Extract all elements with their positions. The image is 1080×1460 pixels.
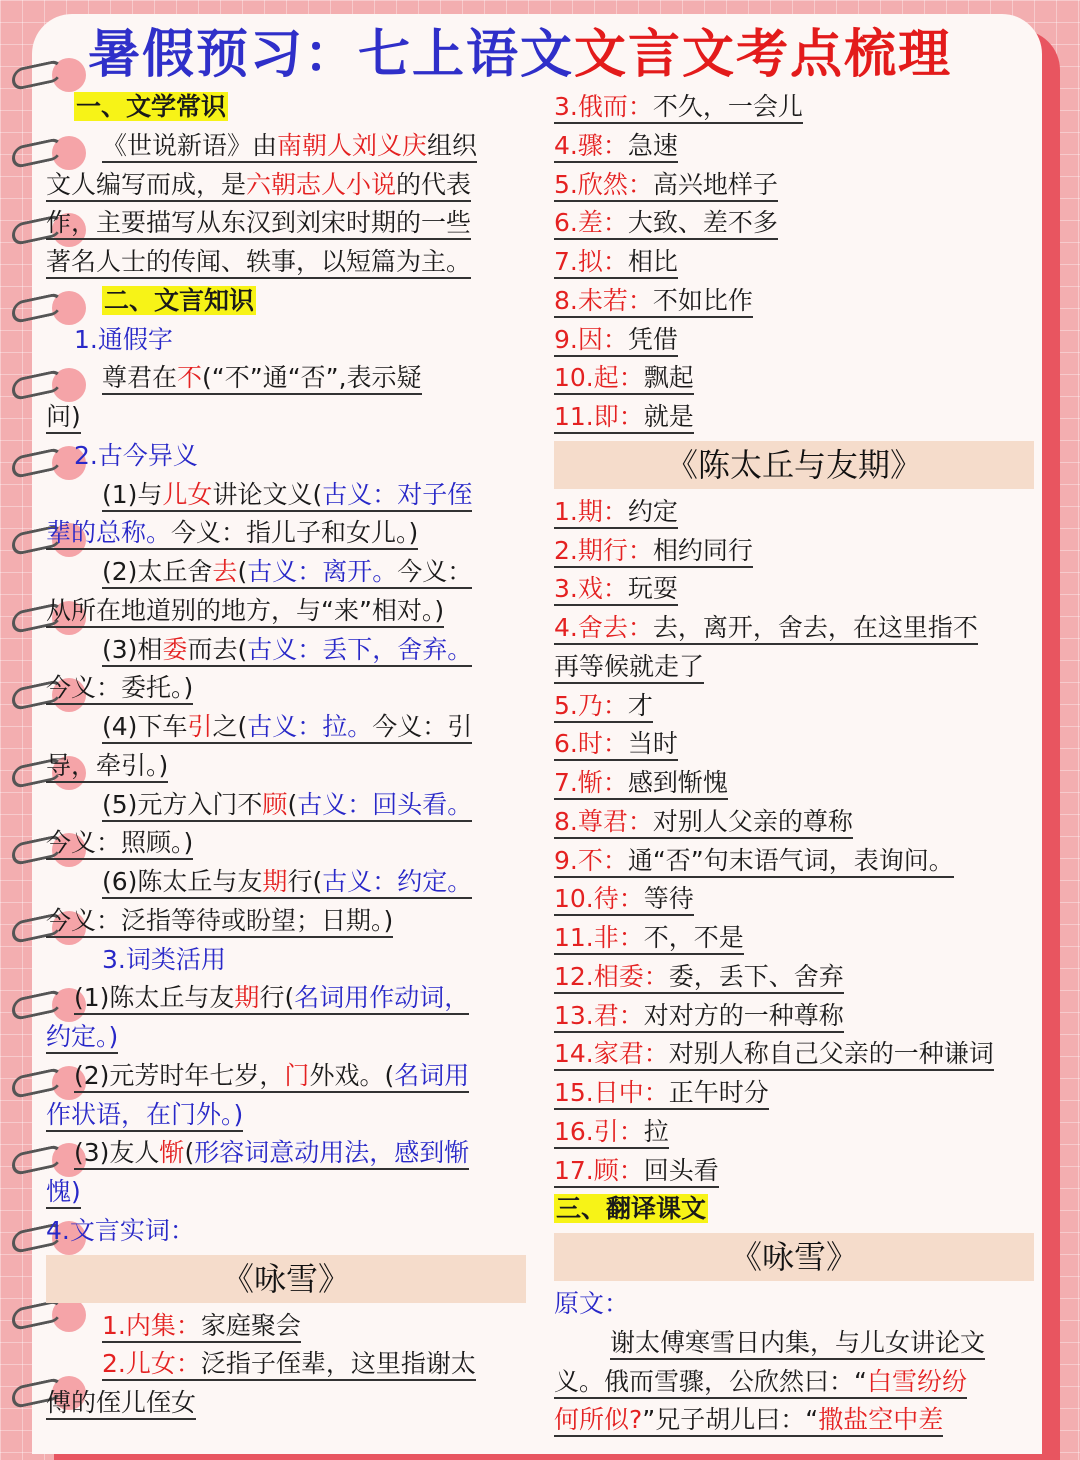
- left-column: [46, 88, 526, 1423]
- vocab-item: 14.家君：对别人称自己父亲的一种谦词: [554, 1035, 1034, 1074]
- section-bar-yongxue-2: 《咏雪》: [554, 1233, 1034, 1281]
- vocab-item: 9.不：通“否”句末语气词，表询问。: [554, 842, 1034, 881]
- text-line: (1)与儿女讲论文义(古义：对子侄: [46, 476, 526, 515]
- vocab-item: 5.乃：才: [554, 687, 1034, 726]
- text-line: 《世说新语》由南朝人刘义庆组织: [46, 127, 526, 166]
- subheading-gujin: 2.古今异义: [74, 440, 198, 470]
- section-bar-chen: 《陈太丘与友期》: [554, 441, 1034, 489]
- subheading-shici: 4.文言实词：: [46, 1215, 195, 1245]
- vocab-item: 2.期行：相约同行: [554, 532, 1034, 571]
- section-bar-yongxue: 《咏雪》: [46, 1255, 526, 1303]
- section-1-heading: 一、文学常识: [76, 92, 227, 121]
- vocab-item: 6.时：当时: [554, 725, 1034, 764]
- vocab-item: 7.惭：感到惭愧: [554, 764, 1034, 803]
- vocab-item: 再等候就走了: [554, 648, 1034, 687]
- vocab-item: 1.内集：家庭聚会: [46, 1307, 526, 1346]
- text-line: 谢太傅寒雪日内集，与儿女讲论文: [554, 1324, 1034, 1363]
- vocab-item: 10.起：飘起: [554, 359, 1034, 398]
- vocab-item: 17.顾：回头看: [554, 1152, 1034, 1191]
- vocab-item: 3.俄而：不久，一会儿: [554, 88, 1034, 127]
- vocab-item: 16.引：拉: [554, 1113, 1034, 1152]
- text-line: (5)元方入门不顾(古义：回头看。: [46, 786, 526, 825]
- right-column: [554, 88, 1034, 1440]
- text-line: 今义：委托。): [46, 669, 526, 708]
- chen-vocab-list: [554, 493, 1034, 1191]
- vocab-item: 4.骤：急速: [554, 127, 1034, 166]
- vocab-item: 2.儿女：泛指子侄辈，这里指谢太: [46, 1345, 526, 1384]
- text-line: 问): [46, 398, 526, 437]
- section-2-heading: 二、文言知识: [104, 285, 255, 315]
- text-line: 何所似?”兄子胡儿曰：“撒盐空中差: [554, 1401, 1034, 1440]
- yongxue-vocab-list: [554, 88, 1034, 437]
- text-line: 文人编写而成，是六朝志人小说的代表: [46, 166, 526, 205]
- vocab-item: 13.君：对对方的一种尊称: [554, 997, 1034, 1036]
- text-line: 从所在地道别的地方，与“来”相对。): [46, 592, 526, 631]
- vocab-item: 8.尊君：对别人父亲的尊称: [554, 803, 1034, 842]
- text-line: 著名人士的传闻、轶事，以短篇为主。: [46, 243, 526, 282]
- text-line: (2)太丘舍去(古义：离开。今义：: [46, 553, 526, 592]
- text-line: 愧): [46, 1173, 526, 1212]
- section-3-heading: 三、翻译课文: [556, 1194, 707, 1224]
- text-line: 尊君在不(“不”通“否”,表示疑: [46, 359, 526, 398]
- text-line: (2)元芳时年七岁，门外戏。(名词用: [46, 1057, 526, 1096]
- text-line: 义。俄而雪骤，公欣然曰：“白雪纷纷: [554, 1363, 1034, 1402]
- vocab-item: 3.戏：玩耍: [554, 570, 1034, 609]
- text-line: 导，牵引。): [46, 747, 526, 786]
- text-line: (3)友人惭(形容词意动用法，感到惭: [46, 1134, 526, 1173]
- yuanwen-label: 原文：: [554, 1289, 630, 1318]
- vocab-item: 12.相委：委，丢下、舍弃: [554, 958, 1034, 997]
- text-line: 约定。): [46, 1018, 526, 1057]
- text-line: (4)下车引之(古义：拉。今义：引: [46, 708, 526, 747]
- vocab-item: 10.待：等待: [554, 880, 1034, 919]
- vocab-item: 11.非：不，不是: [554, 919, 1034, 958]
- text-line: 今义：照顾。): [46, 824, 526, 863]
- text-line: 今义：泛指等待或盼望；日期。): [46, 902, 526, 941]
- vocab-item: 傅的侄儿侄女: [46, 1384, 526, 1423]
- vocab-item: 8.未若：不如比作: [554, 282, 1034, 321]
- vocab-item: 6.差：大致、差不多: [554, 204, 1034, 243]
- subheading-tongjia: 1.通假字: [74, 324, 173, 354]
- vocab-item: 9.因：凭借: [554, 321, 1034, 360]
- vocab-item: 5.欣然：高兴地样子: [554, 166, 1034, 205]
- vocab-item: 11.即：就是: [554, 398, 1034, 437]
- text-line: 辈的总称。今义：指儿子和女儿。): [46, 514, 526, 553]
- text-line: 作状语，在门外。): [46, 1096, 526, 1135]
- title-part2: 文言文考点梳理: [574, 25, 953, 85]
- title-part1: 暑假预习：七上语文: [88, 25, 575, 85]
- vocab-item: 15.日中：正午时分: [554, 1074, 1034, 1113]
- text-line: (3)相委而去(古义：丢下，舍弃。: [46, 631, 526, 670]
- subheading-huoyong: 3.词类活用: [102, 944, 226, 974]
- text-line: (1)陈太丘与友期行(名词用作动词，: [46, 979, 526, 1018]
- page-title: [88, 12, 1038, 92]
- vocab-item: 7.拟：相比: [554, 243, 1034, 282]
- vocab-item: 4.舍去：去，离开，舍去，在这里指不: [554, 609, 1034, 648]
- text-line: 作，主要描写从东汉到刘宋时期的一些: [46, 204, 526, 243]
- text-line: (6)陈太丘与友期行(古义：约定。: [46, 863, 526, 902]
- vocab-item: 1.期：约定: [554, 493, 1034, 532]
